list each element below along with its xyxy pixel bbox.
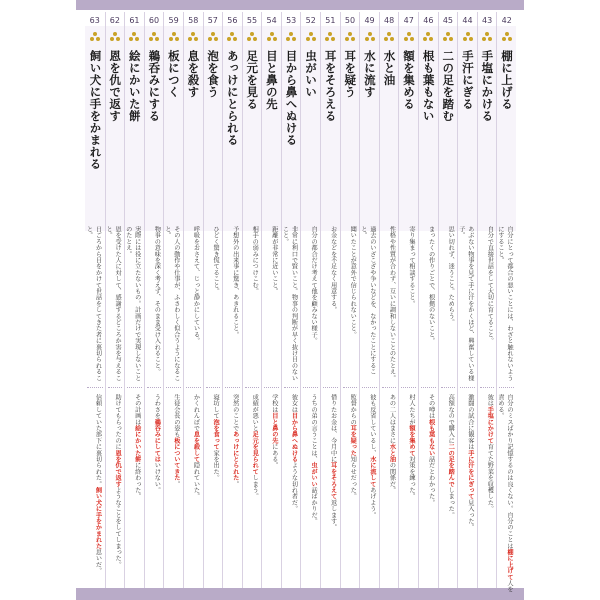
idiom-example [184, 394, 203, 594]
entry-number: 46 [423, 16, 434, 25]
divider [362, 387, 377, 388]
idiom-example [301, 394, 320, 594]
example-highlight: 足元を見られて [251, 431, 259, 475]
bullet-dots-icon [482, 32, 492, 42]
example-text: 自分のミスばかり記憶するのは良くない。自分のことは [506, 394, 513, 549]
entry-number: 47 [403, 16, 414, 25]
divider [245, 387, 260, 388]
example-highlight: 板についてきた [172, 437, 180, 481]
entry-number: 60 [148, 16, 160, 25]
idiom-column [242, 12, 262, 588]
entry-number: 57 [207, 16, 218, 25]
example-text: の関係だ。 [388, 462, 396, 494]
entry-number: 54 [266, 16, 277, 25]
bullet-dots-icon [306, 32, 316, 42]
example-text: ような切れ者だ。 [290, 462, 298, 512]
example-text: にある。 [270, 443, 278, 469]
idiom-title: 恩を仇で返す [108, 50, 123, 122]
idiom-title: 耳をそろえる [323, 50, 338, 122]
entry-number: 45 [442, 16, 454, 25]
divider [147, 387, 162, 388]
example-text: 助けてもらったのに [114, 394, 122, 450]
example-text: 育てた野菜を収穫した。 [486, 443, 494, 512]
idiom-example [458, 394, 477, 594]
example-highlight: 耳をそろえて [329, 462, 337, 500]
idiom-meaning: ひどく驚き慌てること。 [212, 226, 220, 295]
example-text: 信頼していた部下に裏切られた。 [94, 394, 102, 487]
example-highlight: 耳を疑った [349, 425, 357, 456]
idiom-example [204, 394, 223, 594]
bullet-dots-icon [325, 32, 335, 42]
idiom-meaning: その人の動作や仕事が、ふさわしく似合うようになること。 [164, 226, 180, 381]
idiom-example [341, 394, 360, 594]
idiom-column [398, 12, 418, 588]
bullet-dots-icon [110, 32, 120, 42]
bullet-dots-icon [365, 32, 375, 42]
idiom-example [223, 394, 242, 594]
idiom-column [105, 12, 125, 588]
idiom-example [85, 394, 105, 594]
example-text: 学校は [270, 394, 278, 413]
example-text: しまった。 [447, 487, 455, 519]
entry-number: 62 [109, 16, 120, 25]
example-text: うわさを [153, 394, 161, 419]
example-text: 見入った。 [466, 499, 474, 531]
idiom-column [261, 12, 281, 588]
example-text: 対策を練った。 [408, 456, 416, 500]
idiom-meaning: まったくの作りごとで、根拠のないこと。 [427, 226, 435, 344]
idiom-meaning: 呼吸をおさえて、じっと静かにしている。 [192, 226, 200, 344]
entry-number: 61 [129, 16, 140, 25]
divider [460, 387, 475, 388]
idiom-title: 根も葉もない [421, 50, 436, 122]
example-highlight: 絵にかいた餅 [133, 425, 141, 463]
example-text: うちの弟の言うことは、 [310, 394, 318, 463]
idiom-column [320, 12, 340, 588]
example-highlight: 二の足を踏んで [447, 443, 455, 488]
idiom-column [418, 12, 438, 588]
example-highlight: 水と油 [388, 443, 396, 463]
idiom-column [222, 12, 242, 588]
idiom-column [457, 12, 477, 588]
entry-number: 42 [501, 16, 512, 25]
example-text: 監督からの [349, 394, 357, 425]
example-text: 人を責める。 [497, 394, 513, 593]
top-band [76, 0, 524, 10]
bullet-dots-icon [149, 32, 159, 42]
example-text: 。 [172, 480, 180, 488]
entry-number: 53 [286, 16, 297, 25]
example-highlight: 鵜呑みにしては [153, 418, 161, 463]
idiom-meaning: 聞いたことが意外で信じられないこと。 [349, 226, 357, 338]
example-text: 突然のことで [231, 394, 239, 432]
idiom-title: 息を殺す [186, 50, 201, 98]
example-highlight: 泡を食って [212, 418, 220, 450]
idiom-meaning: 自分にとって都合の悪いことには、わざと触れないようにすること。 [497, 226, 513, 381]
entry-number: 51 [325, 16, 336, 25]
example-highlight: あっけにとられた [231, 431, 239, 481]
example-text: 話ばかりだ。 [310, 487, 318, 525]
example-highlight: 飼い犬に手をかまれた [94, 487, 102, 549]
idiom-title: 目から鼻へぬける [284, 50, 299, 146]
bullet-dots-icon [463, 32, 473, 42]
idiom-example [145, 394, 164, 594]
idiom-column [359, 12, 379, 588]
divider [480, 387, 495, 388]
idiom-title: 足元を見る [245, 50, 260, 110]
idiom-meaning: 自分の都合だけ考えて他を顧みない様子。 [310, 226, 318, 344]
idiom-column [203, 12, 223, 588]
idiom-meaning: 日ごろから目をかけて世話をしてきた者に裏切られること。 [85, 226, 102, 381]
idiom-example [243, 394, 262, 594]
idiom-meaning: 寄り集まって相談すること。 [408, 226, 416, 307]
divider [108, 387, 123, 388]
example-text: 成績が悪いと [251, 394, 259, 432]
idiom-title: 二の足を踏む [441, 50, 456, 122]
bullet-dots-icon [267, 32, 277, 42]
divider [166, 387, 181, 388]
bullet-dots-icon [188, 32, 198, 42]
idiom-column [438, 12, 458, 588]
divider [284, 387, 299, 388]
bullet-dots-icon [129, 32, 139, 42]
example-highlight: 目と鼻の先 [270, 412, 278, 444]
example-highlight: 手塩にかけて [486, 406, 494, 444]
entry-number: 44 [462, 16, 473, 25]
bullet-dots-icon [247, 32, 257, 42]
bullet-dots-icon [90, 32, 100, 42]
example-highlight: 根も葉もない [427, 418, 435, 457]
idiom-title: 泡を食う [206, 50, 221, 98]
idiom-column [183, 12, 203, 588]
example-highlight: 虫がいい [310, 462, 318, 488]
divider [87, 387, 103, 388]
idiom-title: 棚に上げる [500, 50, 514, 110]
idiom-example [164, 394, 183, 594]
idiom-column [300, 12, 320, 588]
idiom-example [497, 394, 516, 594]
example-highlight: 息を殺して [192, 431, 200, 463]
example-text: 話だとわかった。 [427, 456, 435, 506]
example-text: 思いだ。 [94, 549, 102, 574]
bullet-dots-icon [169, 32, 179, 42]
idiom-meaning: 非常に利口で賢いこと。物事の判断が早く抜け目のないこと。 [281, 226, 298, 381]
idiom-title: 目と鼻の先 [264, 50, 279, 110]
example-text: 。 [231, 480, 239, 488]
idiom-meaning: 過去のいざこざや争いなどを、なかったことにすること。 [360, 226, 376, 375]
idiom-column [85, 12, 105, 588]
idiom-column [124, 12, 144, 588]
bullet-dots-icon [423, 32, 433, 42]
entry-number: 56 [227, 16, 238, 25]
entry-number: 59 [168, 16, 179, 25]
entry-number: 58 [188, 16, 199, 25]
example-text: かくれんぼで [192, 394, 200, 432]
example-text: に終わった。 [133, 462, 141, 500]
idiom-column [477, 12, 497, 588]
idiom-meaning: あぶない物事を見て手に汗をかくほど、興奮している様子。 [458, 226, 474, 381]
idiom-example [321, 394, 340, 594]
idiom-meaning: 恩を受けた人に対して、感謝するどころか害を与えること。 [105, 226, 122, 381]
divider [127, 387, 142, 388]
example-text: しまう。 [251, 474, 259, 500]
idiom-example [439, 394, 458, 594]
idiom-title: 額を集める [402, 50, 417, 110]
idiom-title: 虫がいい [304, 50, 319, 98]
idiom-meaning: 相手の弱みにつけこむ。 [251, 226, 259, 295]
idiom-title: 水と油 [382, 50, 397, 86]
example-text: 家を出た。 [212, 449, 220, 481]
example-text: 知らせだった。 [349, 456, 357, 500]
idiom-title: 飼い犬に手をかまれる [88, 50, 103, 170]
example-text: 隠れていた。 [192, 462, 200, 500]
bullet-dots-icon [384, 32, 394, 42]
example-text: いけない。 [153, 462, 161, 494]
idiom-title: 絵にかいた餅 [127, 50, 142, 122]
entry-number: 63 [89, 16, 100, 25]
idiom-column [144, 12, 164, 588]
entry-number: 43 [482, 16, 493, 25]
example-text: あの二人はまさに [388, 394, 396, 444]
idiom-column [163, 12, 183, 588]
idiom-column [281, 12, 301, 588]
entry-number: 52 [305, 16, 316, 25]
entry-number: 48 [384, 16, 395, 25]
bullet-dots-icon [443, 32, 453, 42]
bullet-dots-icon [404, 32, 414, 42]
idiom-title: 鵜呑みにする [147, 50, 162, 122]
idiom-column [379, 12, 399, 588]
idiom-example [399, 394, 418, 594]
idiom-meaning: 実際には役に立たないもの。計画だけで実現しないことのたとえ。 [125, 226, 141, 381]
bullet-dots-icon [502, 32, 512, 42]
entry-number: 49 [364, 16, 375, 25]
bullet-dots-icon [345, 32, 355, 42]
entry-number: 50 [344, 16, 356, 25]
divider [206, 387, 221, 388]
divider [323, 387, 338, 388]
example-highlight: 目から鼻へぬける [290, 412, 298, 463]
idiom-column [496, 12, 516, 593]
idiom-meaning: 物事の意味を深く考えず、そのまま受け入れること。 [153, 226, 161, 375]
divider [421, 387, 436, 388]
entry-number: 55 [246, 16, 258, 25]
example-highlight: 恩を仇で返す [114, 449, 122, 488]
example-text: 返します。 [329, 499, 337, 531]
example-text: 村人たちが [408, 394, 416, 425]
example-text: あげよう。 [368, 487, 376, 518]
idiom-meaning: 思い切れず、迷うこと。ためらう。 [447, 226, 455, 326]
idiom-meaning: 性格や性質が合わず、互いに調和しないことのたとえ。 [388, 226, 396, 381]
idiom-example [380, 394, 399, 594]
idiom-title: 手塩にかける [480, 50, 495, 122]
example-text: その噂は [427, 394, 435, 419]
idiom-title: 水に流す [362, 50, 377, 98]
example-text: 生徒会長の姿も [172, 394, 180, 438]
example-text: 彼は [486, 394, 494, 407]
idiom-example [125, 394, 144, 594]
idiom-example [360, 394, 379, 594]
divider [225, 387, 240, 388]
idiom-example [478, 394, 497, 594]
idiom-title: あっけにとられる [225, 50, 240, 146]
idiom-columns [84, 12, 516, 593]
idiom-example [282, 394, 301, 594]
idiom-title: 板につく [166, 50, 181, 98]
example-text: ようなことをしてしまった。 [114, 487, 122, 568]
example-text: 彼も反省しているし、 [368, 394, 376, 456]
divider [382, 387, 397, 388]
example-highlight: 手に汗をにぎって [466, 449, 474, 500]
bullet-dots-icon [227, 32, 237, 42]
example-text: その計画は [133, 394, 141, 425]
bullet-dots-icon [208, 32, 218, 42]
divider [264, 387, 279, 388]
divider [499, 387, 514, 388]
idiom-example [262, 394, 281, 594]
example-text: 借りたお金は、今月中に [329, 394, 337, 463]
example-highlight: 水に流して [368, 456, 376, 487]
example-highlight: 棚に上げて [506, 549, 513, 580]
divider [303, 387, 318, 388]
bullet-dots-icon [286, 32, 296, 42]
idiom-example [106, 394, 125, 594]
idiom-column [340, 12, 360, 588]
idiom-meaning: お金などを不足なく用意する。 [329, 226, 337, 313]
example-text: 彼女は [290, 394, 298, 413]
example-highlight: 額を集めて [408, 425, 416, 456]
example-text: 激闘の試合に観客は [466, 394, 474, 450]
divider [186, 387, 201, 388]
divider [401, 387, 416, 388]
example-text: 高額なので購入に [447, 394, 455, 444]
divider [343, 387, 358, 388]
idiom-meaning: 距離が非常に近いこと。 [270, 226, 278, 295]
idiom-example [419, 394, 438, 594]
idiom-meaning: 自分で直接世話をして大切に育てること。 [486, 226, 494, 344]
divider [441, 387, 456, 388]
idiom-title: 手汗にぎる [460, 50, 475, 110]
example-text: 寝坊して [212, 394, 220, 419]
idiom-title: 耳を疑う [343, 50, 358, 98]
idiom-meaning: 予想外の出来事に驚き、あきれること。 [231, 226, 239, 338]
